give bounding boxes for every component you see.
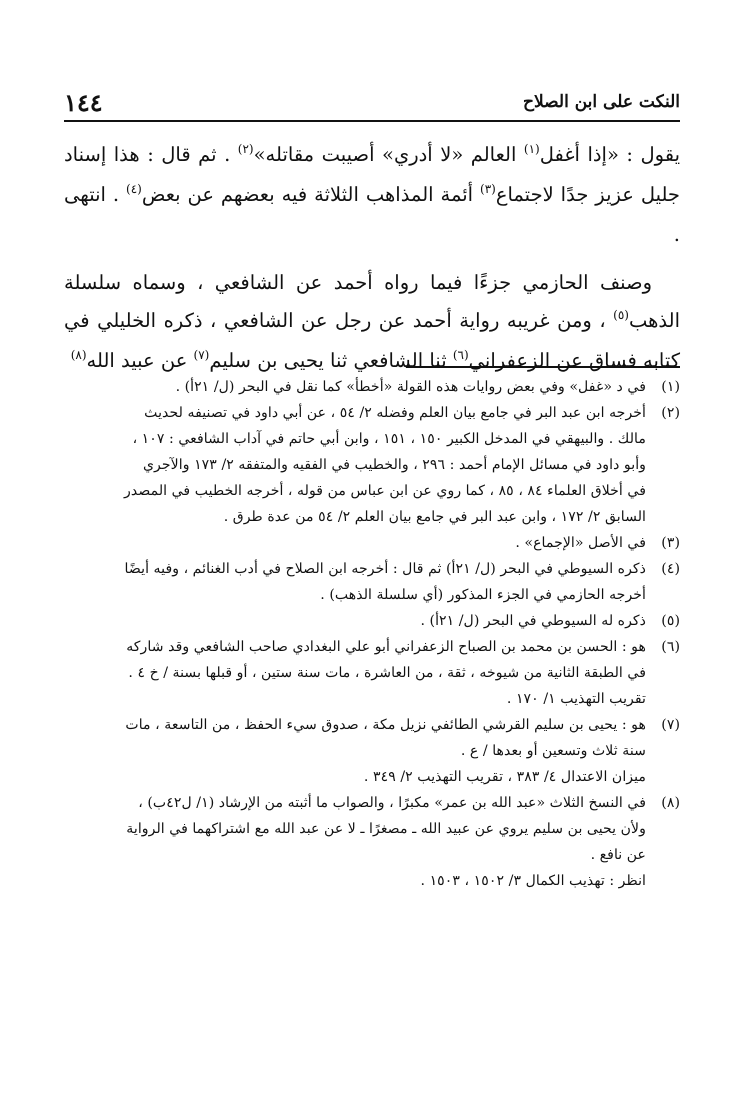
- footnote-line: في النسخ الثلاث «عبد الله بن عمر» مكبرًا ، والصواب ما أثبته من الإرشاد (١/ ل٤٢ب) ،: [138, 795, 646, 811]
- footnote-3: [64, 530, 680, 556]
- footnote-line: هو : الحسن بن محمد بن الصباح الزعفراني أبو علي البغدادي صاحب الشافعي وقد شاركه: [126, 639, 646, 655]
- footnote-number: (٥): [661, 613, 680, 629]
- footnote-1: [64, 374, 680, 400]
- book-page: [64, 0, 680, 1102]
- footnote-ref-3: (٣): [480, 182, 496, 196]
- text-run: . انتهى .: [64, 183, 680, 246]
- text-run: وصنف الحازمي جزءًا فيما رواه أحمد عن الشافعي ، وسماه سلسلة الذهب: [64, 271, 680, 332]
- footnote-line: في أخلاق العلماء ٨٤ ، ٨٥ ، كما روي عن ابن عباس من قوله ، أخرجه الخطيب في المصدر: [124, 483, 646, 499]
- footnote-7: [64, 712, 680, 790]
- text-run: يقول : «إذا أغفل: [539, 143, 681, 166]
- footnote-line: ذكره السيوطي في البحر (ل/ ٢١أ) ثم قال : أخرجه ابن الصلاح في أدب الغنائم ، وفيه أيضًا: [124, 561, 646, 577]
- footnote-8: [64, 790, 680, 894]
- paragraph-2: [64, 264, 680, 382]
- footnote-number: (٧): [661, 717, 680, 733]
- footnote-2: [64, 400, 680, 530]
- footnote-line: في د «غفل» وفي بعض روايات هذه القولة «أخطأ» كما نقل في البحر (ل/ ٢١أ) .: [175, 379, 646, 395]
- footnote-5: [64, 608, 680, 634]
- text-run: ثنا الشافعي ثنا يحيى بن سليم: [209, 349, 453, 372]
- running-title: النكت على ابن الصلاح: [523, 92, 680, 112]
- footnote-line: مالك . والبيهقي في المدخل الكبير ١٥٠ ، ١٥١ ، وابن أبي حاتم في آداب الشافعي : ١٠٧ ،: [132, 431, 646, 447]
- footnote-line: ذكره له السيوطي في البحر (ل/ ٢١أ) .: [420, 613, 646, 629]
- text-run: ، ومن غريبه رواية أحمد عن رجل عن الشافعي ، ذكره الخليلي في كتابه فساق عن الزعفراني: [64, 309, 680, 372]
- footnote-ref-5: (٥): [613, 308, 629, 322]
- footnote-number: (٢): [661, 405, 680, 421]
- text-run: عن عبيد الله: [86, 349, 194, 372]
- footnote-number: (٣): [661, 535, 680, 551]
- footnote-line: أخرجه ابن عبد البر في جامع بيان العلم وفضله ٢/ ٥٤ ، عن أبي داود في تصنيفه لحديث: [144, 405, 646, 421]
- footnote-number: (١): [661, 379, 680, 395]
- footnote-line: ولأن يحيى بن سليم يروي عن عبيد الله ـ مصغرًا ـ لا عن عبد الله مع اشتراكهما في الرواية: [126, 821, 646, 837]
- text-run: أئمة المذاهب الثلاثة فيه بعضهم عن بعض: [141, 183, 480, 206]
- footnote-line: السابق ٢/ ١٧٢ ، وابن عبد البر في جامع بيان العلم ٢/ ٥٤ من عدة طرق .: [223, 509, 646, 525]
- footnote-separator: [406, 366, 680, 368]
- footnote-number: (٤): [661, 561, 680, 577]
- footnote-line: وأبو داود في مسائل الإمام أحمد : ٢٩٦ ، والخطيب في الفقيه والمتفقه ٢/ ١٧٣ والآجري: [142, 457, 646, 473]
- footnote-4: [64, 556, 680, 608]
- page-number: ١٤٤: [64, 88, 103, 117]
- footnote-number: (٨): [661, 795, 680, 811]
- paragraph-1: [64, 136, 680, 254]
- footnote-line: أخرجه الحازمي في الجزء المذكور (أي سلسلة الذهب) .: [320, 587, 646, 603]
- footnote-ref-7: (٧): [193, 348, 210, 362]
- footnote-line: انظر : تهذيب الكمال ٣/ ١٥٠٢ ، ١٥٠٣ .: [420, 873, 646, 889]
- footnote-ref-1: (١): [523, 142, 540, 156]
- footnote-line: سنة ثلاث وتسعين أو بعدها / ع .: [460, 743, 646, 759]
- footnote-line: هو : يحيى بن سليم القرشي الطائفي نزيل مكة ، صدوق سيء الحفظ ، من التاسعة ، مات: [125, 717, 646, 733]
- page-header: [64, 86, 680, 122]
- text-run: العالم «لا أدري» أصيبت مقاتله»: [253, 143, 524, 166]
- footnote-6: [64, 634, 680, 712]
- footnote-line: عن نافع .: [590, 847, 646, 863]
- text-run: . ثم قال : هذا إسناد جليل عزيز جدًا لاجتماع: [64, 143, 680, 206]
- footnotes: [64, 374, 680, 894]
- footnote-ref-4: (٤): [126, 182, 142, 196]
- footnote-line: تقريب التهذيب ١/ ١٧٠ .: [506, 691, 646, 707]
- main-text: [64, 136, 680, 382]
- footnote-number: (٦): [661, 639, 680, 655]
- footnote-line: في الطبقة الثانية من شيوخه ، ثقة ، من العاشرة ، مات سنة ستين ، أو قبلها بسنة / خ ٤ .: [128, 665, 646, 681]
- footnote-ref-8: (٨): [70, 348, 87, 362]
- footnote-ref-2: (٢): [237, 142, 254, 156]
- footnote-line: ميزان الاعتدال ٤/ ٣٨٣ ، تقريب التهذيب ٢/ ٣٤٩ .: [363, 769, 646, 785]
- footnote-ref-6: (٦): [452, 348, 469, 362]
- footnote-line: في الأصل «الإجماع» .: [515, 535, 646, 551]
